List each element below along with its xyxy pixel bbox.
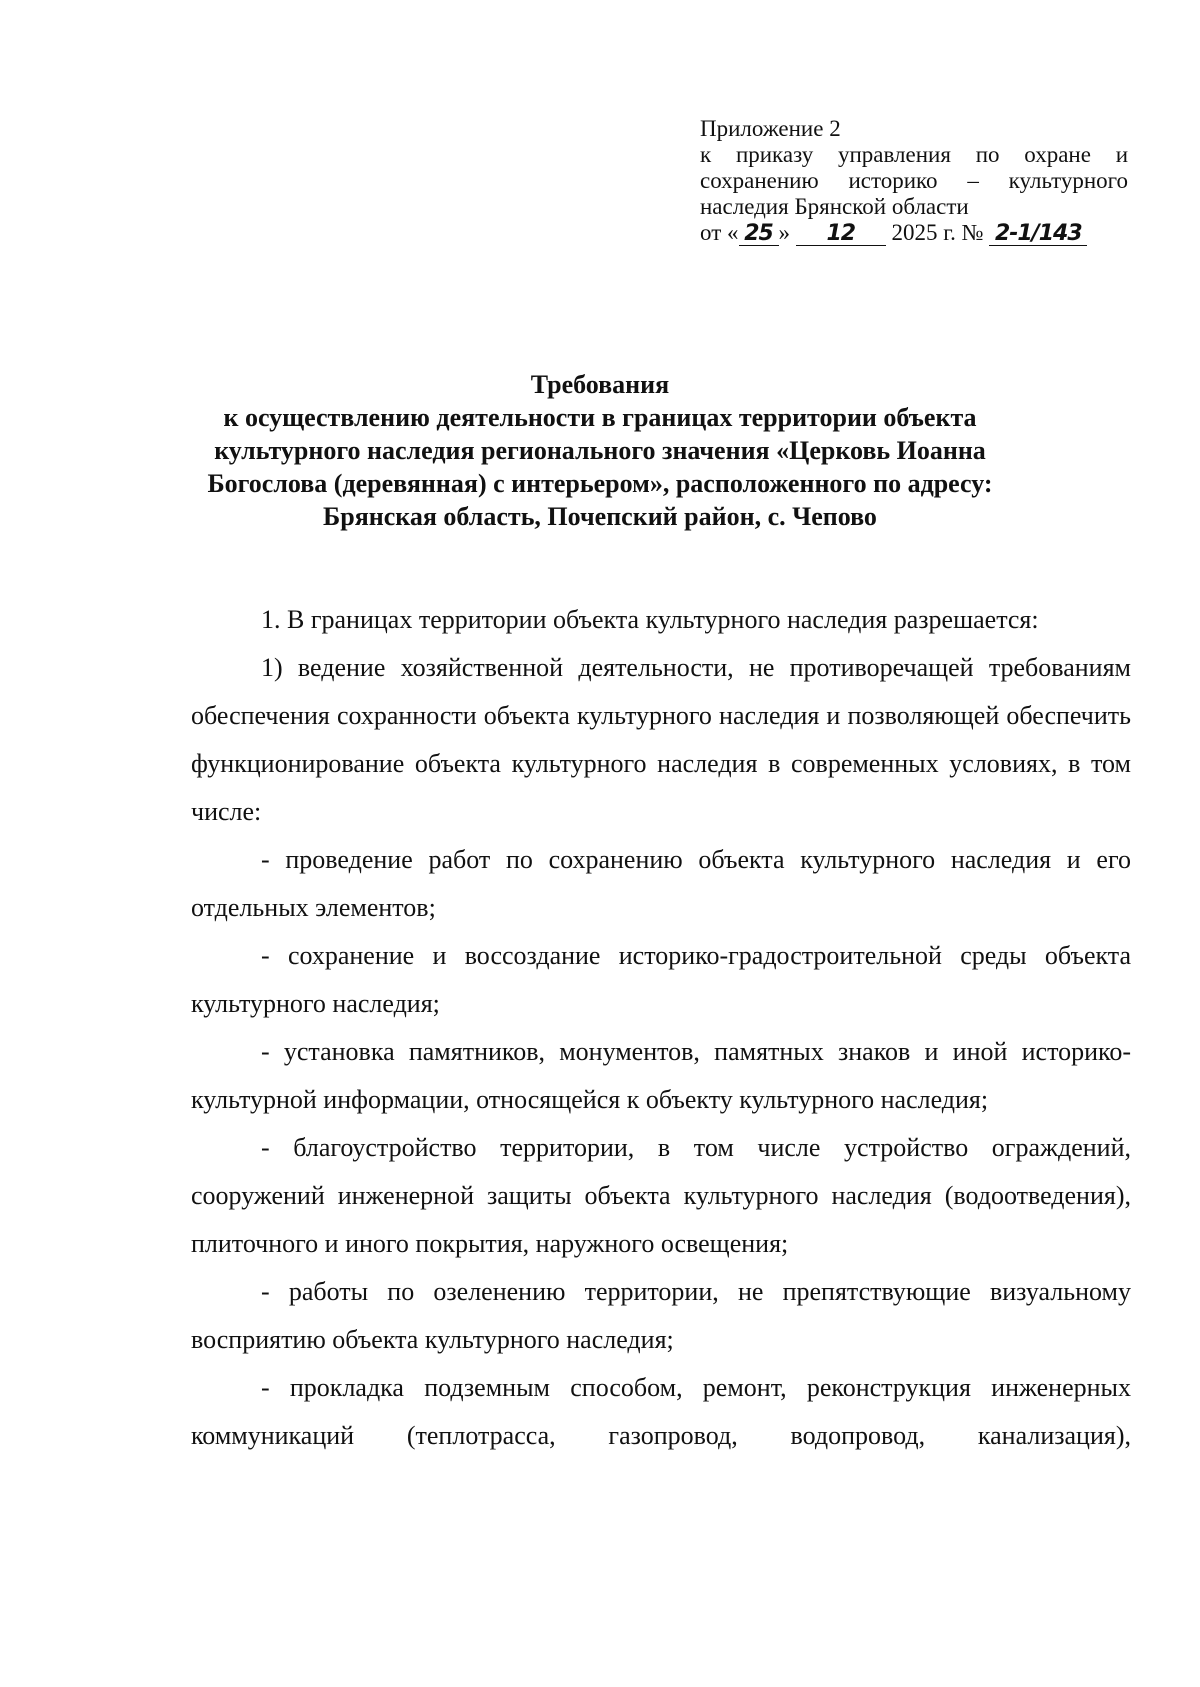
paragraph-8: - прокладка подземным способом, ремонт, реконструкция инженерных коммуникаций (теплотрасса, газопровод, водопровод, канализация), — [191, 1373, 1131, 1450]
title-line-3: культурного наследия регионального значения «Церковь Иоанна — [214, 436, 986, 465]
handwritten-day: 25 — [739, 221, 779, 246]
document-title — [170, 368, 1030, 533]
appendix-line-2: сохранению историко – культурного — [700, 168, 1128, 193]
paragraph-2: 1) ведение хозяйственной деятельности, не противоречащей требованиям обеспечения сохранности объекта культурного наследия и позволяющей обеспечить функционирование объекта культурного наследия в современных условиях, в том числе: — [191, 653, 1131, 826]
date-mid: » — [778, 220, 790, 245]
appendix-date-line — [700, 220, 1128, 246]
title-line-1: Требования — [530, 370, 670, 399]
appendix-title: Приложение 2 — [700, 116, 841, 141]
handwritten-order-number: 2-1/143 — [989, 221, 1087, 246]
date-prefix: от « — [700, 220, 739, 245]
paragraph-4: - сохранение и воссоздание историко-градостроительной среды объекта культурного наследия; — [191, 941, 1131, 1018]
paragraph-7: - работы по озеленению территории, не препятствующие визуальному восприятию объекта культурного наследия; — [191, 1277, 1131, 1354]
paragraph-3: - проведение работ по сохранению объекта культурного наследия и его отдельных элементов; — [191, 845, 1131, 922]
paragraph-6: - благоустройство территории, в том числе устройство ограждений, сооружений инженерной защиты объекта культурного наследия (водоотведения), плиточного и иного покрытия, наружного освещения; — [191, 1133, 1131, 1258]
title-line-5: Брянская область, Почепский район, с. Чепово — [323, 502, 877, 531]
paragraph-5: - установка памятников, монументов, памятных знаков и иной историко-культурной информации, относящейся к объекту культурного наследия; — [191, 1037, 1131, 1114]
appendix-header — [700, 116, 1128, 246]
paragraph-1: 1. В границах территории объекта культурного наследия разрешается: — [261, 605, 1039, 634]
title-line-4: Богослова (деревянная) с интерьером», расположенного по адресу: — [207, 469, 993, 498]
title-line-2: к осуществлению деятельности в границах территории объекта — [223, 403, 977, 432]
handwritten-month: 12 — [796, 221, 886, 246]
appendix-line-1: к приказу управления по охране и — [700, 142, 1128, 167]
document-body — [191, 596, 1131, 1460]
year-text: 2025 г. № — [891, 220, 984, 245]
appendix-line-3: наследия Брянской области — [700, 194, 969, 219]
